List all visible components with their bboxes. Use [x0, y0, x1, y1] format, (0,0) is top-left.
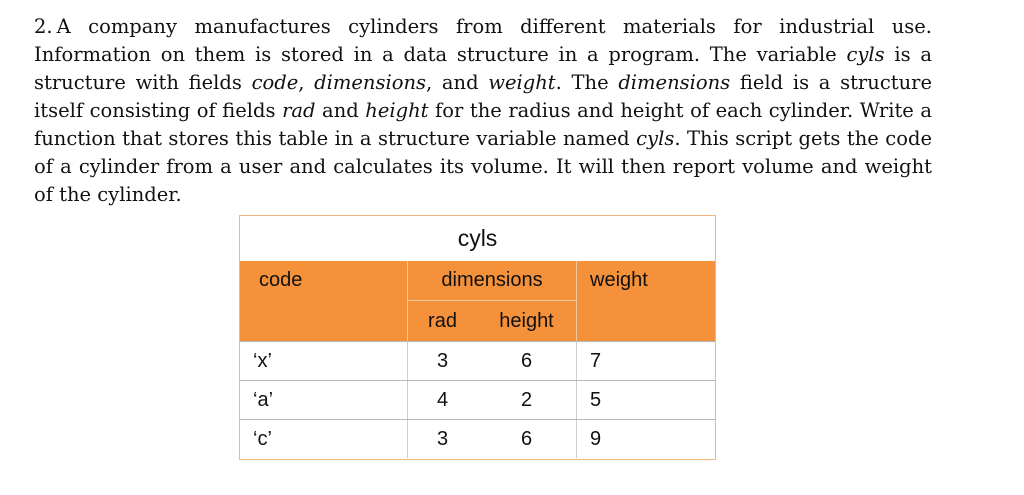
cell-rad: 4 — [436, 388, 449, 411]
problem-text-run: , — [298, 71, 315, 94]
problem-term: weight — [488, 71, 556, 94]
problem-term: cyls — [636, 127, 675, 150]
problem-number: 2. — [34, 15, 53, 38]
header-rad: rad — [408, 301, 477, 341]
problem-term: cyls — [846, 43, 885, 66]
cell-weight: 7 — [590, 349, 602, 372]
cell-height: 6 — [477, 342, 577, 380]
problem-term: height — [365, 99, 429, 122]
table-title: cyls — [240, 216, 715, 261]
cell-code: ‘a’ — [240, 381, 408, 419]
cell-code: ‘x’ — [240, 342, 408, 380]
cell-height: 6 — [477, 420, 577, 458]
header-height: height — [477, 301, 577, 341]
problem-term: dimensions — [618, 71, 731, 94]
problem-text-run: is a structure with fields — [34, 43, 932, 94]
cell-rad: 3 — [436, 349, 449, 372]
problem-text — [34, 15, 932, 206]
cell-rad: 3 — [436, 427, 449, 450]
cell-weight: 5 — [590, 388, 602, 411]
table-row — [240, 380, 715, 419]
problem-term: rad — [282, 99, 316, 122]
table-row — [240, 419, 715, 458]
cell-height: 2 — [477, 381, 577, 419]
problem-text-run: . The — [555, 71, 619, 94]
cyls-table — [239, 215, 716, 460]
table-row — [240, 341, 715, 380]
problem-text-run: . This script gets the code of a cylinder from a user and calculates its volume. It will then report volume and weight of the cylinder. — [34, 127, 932, 206]
cell-code: ‘c’ — [240, 420, 408, 458]
problem-statement — [34, 13, 932, 209]
cell-weight: 9 — [590, 427, 602, 450]
problem-text-run: field is a structure itself consisting of fields — [34, 71, 932, 122]
problem-term: code — [251, 71, 299, 94]
problem-text-run: for the radius and height of each cylinder. Write a function that stores this table in a structure variable named — [34, 99, 932, 150]
problem-term: dimensions — [314, 71, 427, 94]
problem-text-run: A company manufactures cylinders from different materials for industrial use. Information on them is stored in a data structure in a program. The variable — [34, 15, 932, 66]
header-dimensions: dimensions — [408, 261, 577, 301]
problem-text-run: , and — [426, 71, 489, 94]
problem-text-run: and — [315, 99, 366, 122]
header-code: code — [240, 261, 408, 341]
header-weight: weight — [577, 261, 715, 341]
